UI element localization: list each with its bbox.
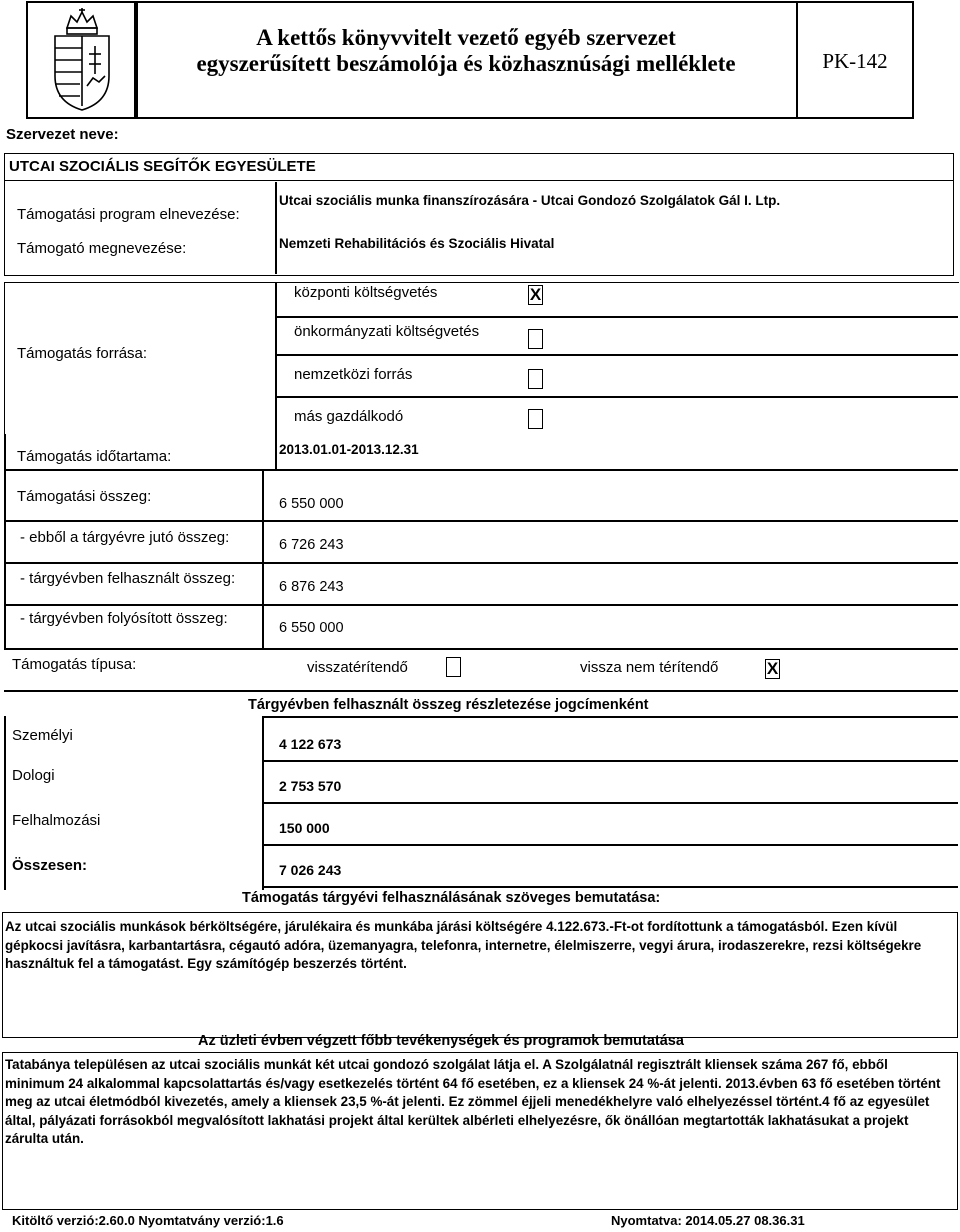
footer-print-date: Nyomtatva: 2014.05.27 08.36.31 xyxy=(611,1213,805,1228)
amounts-divider xyxy=(262,470,264,650)
type-option-refundable-checkbox[interactable] xyxy=(446,657,461,677)
document-title-line2: egyszerűsített beszámolója és közhasznúsági melléklete xyxy=(196,51,736,76)
amount-total-value: 6 550 000 xyxy=(279,496,344,512)
footer-version: Kitöltő verzió:2.60.0 Nyomtatvány verzió:1.6 xyxy=(12,1213,284,1228)
source-label: Támogatás forrása: xyxy=(17,345,148,362)
source-section-divider xyxy=(275,282,277,434)
source-row-divider-2 xyxy=(276,354,958,356)
activities-title: Az üzleti évben végzett főbb tevékenységek és programok bemutatása xyxy=(198,1033,684,1049)
header-title-box xyxy=(134,1,798,119)
source-option-international-checkbox[interactable] xyxy=(528,369,543,389)
breakdown-row-divider-1 xyxy=(262,760,958,762)
source-option-other-checkbox[interactable] xyxy=(528,409,543,429)
source-option-international-label: nemzetközi forrás xyxy=(294,366,413,383)
breakdown-total-label: Összesen: xyxy=(12,857,88,874)
breakdown-personal-label: Személyi xyxy=(12,727,73,744)
source-row-divider-3 xyxy=(276,396,958,398)
amount-total-label: Támogatási összeg: xyxy=(17,488,152,505)
amount-year-label: - ebből a tárgyévre jutó összeg: xyxy=(20,529,230,546)
header-logo-box xyxy=(26,1,138,119)
type-option-nonrefundable-label: vissza nem térítendő xyxy=(580,659,719,676)
source-row-divider-1 xyxy=(276,316,958,318)
program-value: Utcai szociális munka finanszírozására - Utcai Gondozó Szolgálatok Gál I. Ltp. xyxy=(279,193,781,208)
document-title-line1: A kettős könyvvitelt vezető egyéb szervezet xyxy=(256,25,676,50)
program-label: Támogatási program elnevezése: xyxy=(17,206,240,223)
activities-text: Tatabánya településen az utcai szociális munkát két utcai gondozó szolgálat látja el. A Szolgálatnál regisztrált kliensek száma 267 fő, ebből minimum 24 alkalommal kapcsolattartás és/vagy esetkezelés történt 64 fő esetében, ez a kliensek 24 %-át jelenti. 2013.évben 63 fő esetében történt meg az utcai életmódból kivezetés, amely a kliensek 23,5 %-át jelenti. Ez zömmel éjjeli menedékhelyre való elhelyezéssel történt.4 fő az egyesület által, pályázati forrásokból megvalósított lakhatási projekt által kerültek albérleti elhelyezésre, ők önállóan megtartották lakhatásukat a projekt zárulta után. xyxy=(5,1057,941,1146)
supporter-label: Támogató megnevezése: xyxy=(17,240,187,257)
breakdown-title-underline xyxy=(262,716,958,718)
source-option-municipal-label: önkormányzati költségvetés xyxy=(294,323,480,340)
org-name-field xyxy=(4,153,954,181)
amount-row-divider-2 xyxy=(4,562,958,564)
source-option-municipal-checkbox[interactable] xyxy=(528,329,543,349)
breakdown-row-divider-2 xyxy=(262,802,958,804)
hungarian-coat-of-arms-icon xyxy=(47,6,117,114)
breakdown-material-label: Dologi xyxy=(12,767,55,784)
breakdown-row-divider-3 xyxy=(262,844,958,846)
duration-label: Támogatás időtartama: xyxy=(17,448,172,465)
amount-used-value: 6 876 243 xyxy=(279,579,344,595)
source-option-other-label: más gazdálkodó xyxy=(294,408,404,425)
program-section-divider xyxy=(275,182,277,274)
breakdown-left-border xyxy=(4,716,6,890)
source-option-central-checkbox[interactable] xyxy=(528,285,543,305)
breakdown-total-value: 7 026 243 xyxy=(279,862,342,878)
breakdown-capital-label: Felhalmozási xyxy=(12,812,101,829)
type-option-refundable-label: visszatérítendő xyxy=(307,659,408,676)
check-x-icon: X xyxy=(529,285,542,304)
form-code: PK-142 xyxy=(822,49,888,73)
supporter-value: Nemzeti Rehabilitációs és Szociális Hivatal xyxy=(279,236,555,251)
duration-divider xyxy=(275,434,277,470)
amount-row-divider-3 xyxy=(4,604,958,606)
check-x-icon: X xyxy=(766,659,779,678)
amounts-left-border xyxy=(4,434,6,650)
header-form-code-box xyxy=(796,1,914,119)
amount-row-divider-1 xyxy=(4,520,958,522)
source-option-central-label: központi költségvetés xyxy=(294,284,438,301)
breakdown-personal-value: 4 122 673 xyxy=(279,736,342,752)
org-name-value: UTCAI SZOCIÁLIS SEGÍTŐK EGYESÜLETE xyxy=(9,158,316,175)
amount-disbursed-label: - tárgyévben folyósított összeg: xyxy=(20,610,228,627)
breakdown-row-divider-4 xyxy=(262,886,958,888)
type-underline xyxy=(4,690,958,692)
amount-disbursed-value: 6 550 000 xyxy=(279,620,344,636)
usage-text: Az utcai szociális munkások bérköltségére, járulékaira és munkába járási költségére 4.122.673.-Ft-ot fordítottunk a támogatásból. Ezen kívül gépkocsi javításra, karbantartásra, cégautó adóra, üzemanyagra, telefonra, internetre, élelmiszerre, vegyi árura, irodaszerekre, rezsi költségekre használtuk fel a támogatást. Egy számítógép beszerzés történt. xyxy=(5,919,922,971)
duration-underline xyxy=(4,469,958,471)
duration-value: 2013.01.01-2013.12.31 xyxy=(279,442,419,457)
type-option-nonrefundable-checkbox[interactable] xyxy=(765,659,780,679)
breakdown-title: Tárgyévben felhasznált összeg részletezése jogcímenként xyxy=(248,697,649,713)
amount-year-value: 6 726 243 xyxy=(279,537,344,553)
amount-row-divider-4 xyxy=(4,648,958,650)
source-section-box xyxy=(4,282,959,435)
breakdown-capital-value: 150 000 xyxy=(279,820,330,836)
usage-title: Támogatás tárgyévi felhasználásának szöveges bemutatása: xyxy=(242,890,661,906)
org-name-label: Szervezet neve: xyxy=(6,126,119,143)
type-label: Támogatás típusa: xyxy=(12,656,137,673)
amount-used-label: - tárgyévben felhasznált összeg: xyxy=(20,570,236,587)
breakdown-material-value: 2 753 570 xyxy=(279,778,342,794)
